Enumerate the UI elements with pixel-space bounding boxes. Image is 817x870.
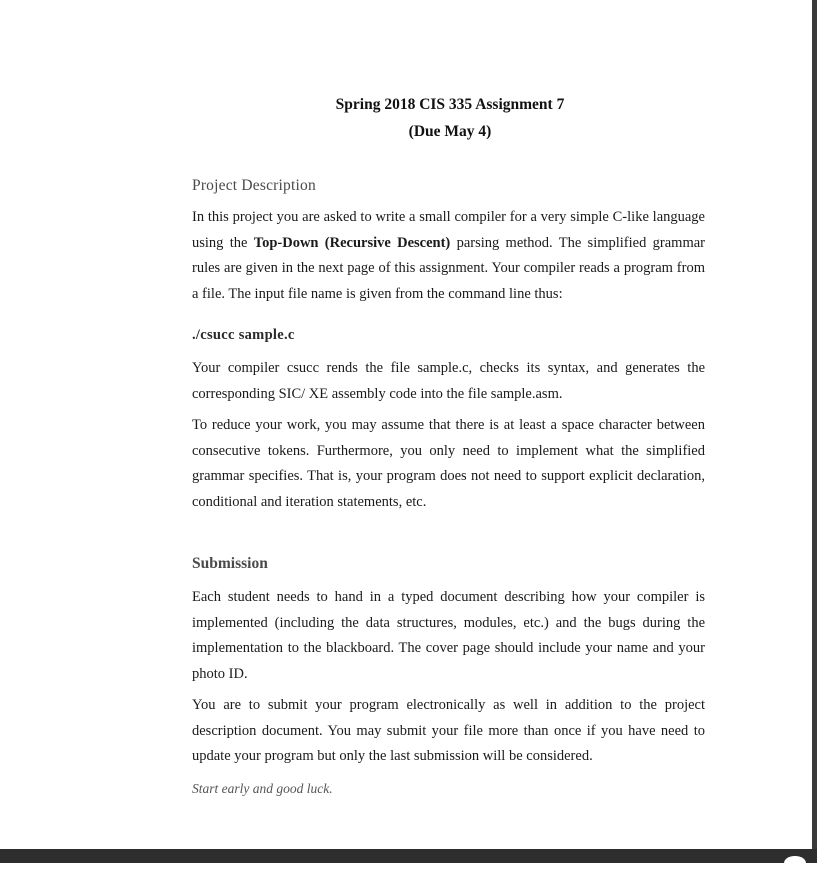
project-paragraph-2: Your compiler csucc rends the file sample.c, checks its syntax, and generates the corresponding SIC/ XE assembly code into the file sample.asm.	[192, 360, 705, 402]
project-paragraph-1-intro: In this project you are asked to write a small compiler for a very simple C-like language using the	[192, 209, 705, 251]
project-description-heading: Project Description	[192, 177, 316, 194]
project-paragraph-1-rest: parsing method. The simplified grammar rules are given in the next page of this assignment. Your compiler reads a program from a file. The input file name is given from the command line thus:	[192, 234, 705, 302]
submission-paragraph-2: You are to submit your program electronically as well in addition to the project description document. You may submit your file more than once if you have need to update your program but only the last submission will be considered.	[192, 697, 705, 764]
viewer-right-border	[812, 0, 817, 849]
viewer-bottom-bar	[0, 849, 817, 863]
project-paragraph-1	[192, 205, 705, 307]
closing-note: Start early and good luck.	[192, 781, 333, 796]
submission-heading: Submission	[192, 555, 268, 572]
due-date: (Due May 4)	[408, 123, 492, 140]
project-paragraph-3: To reduce your work, you may assume that there is at least a space character between consecutive tokens. Furthermore, you only need to implement what the simplified grammar specifies. That is, your program does not need to support explicit declaration, conditional and iteration statements, etc.	[192, 417, 705, 510]
document-title: Spring 2018 CIS 335 Assignment 7	[335, 96, 565, 113]
scroll-handle[interactable]	[784, 856, 806, 870]
command-line-example: ./csucc sample.c	[192, 327, 295, 343]
submission-paragraph-1: Each student needs to hand in a typed document describing how your compiler is implemented (including the data structures, modules, etc.) and the bugs during the implementation to the blackboard. The cover page should include your name and your photo ID.	[192, 589, 705, 682]
parsing-method-emphasis: Top-Down (Recursive Descent)	[253, 234, 451, 251]
